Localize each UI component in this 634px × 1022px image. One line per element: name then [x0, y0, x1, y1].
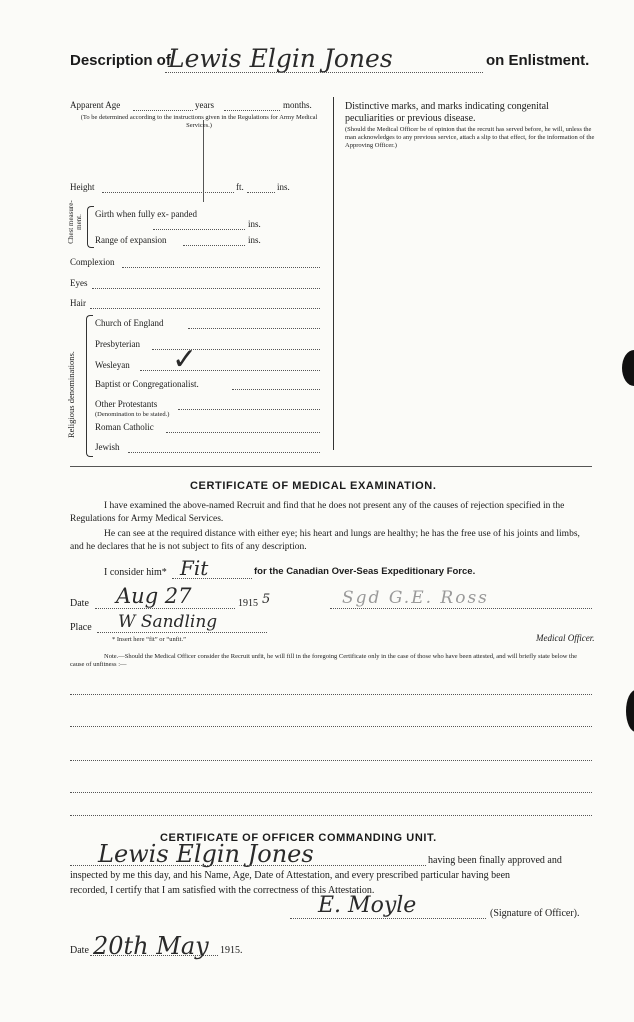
denomination-note: (Denomination to be stated.) [95, 411, 170, 418]
scan-hole-punch-lower [626, 690, 634, 732]
signature-of-officer-label: (Signature of Officer). [490, 908, 580, 919]
chest-bracket [87, 206, 94, 248]
ft-label: ft. [236, 182, 244, 192]
name-dotted-line [165, 72, 483, 73]
religious-denominations-label: Religious denominations. [66, 351, 76, 438]
insert-note: * Insert here “fit” or “unfit.” [112, 636, 186, 643]
medical-paragraph-1: I have examined the above-named Recruit and find that he does not present any of the causes of rejection specified in the Regulations for Army Medical Services. [70, 501, 565, 524]
commanding-text-3: recorded, I certify that I am satisfied with the correctness of this Attestation. [70, 885, 375, 896]
fit-line [172, 578, 252, 579]
roman-catholic-label: Roman Catholic [95, 422, 154, 432]
jewish-label: Jewish [95, 442, 120, 452]
medical-paragraph-2: He can see at the required distance with either eye; his heart and lungs are healthy; he has the free use of his joints and limbs, and he declares that he is not subject to fits of any description. [70, 529, 580, 552]
complexion-label: Complexion [70, 257, 115, 267]
church-of-england-label: Church of England [95, 318, 164, 328]
medical-year-overwrite: 5 [262, 592, 271, 607]
height-ins-line [247, 192, 275, 193]
commanding-text-1: having been finally approved and [428, 855, 562, 866]
church-line [188, 328, 320, 329]
distinctive-marks-note: (Should the Medical Officer be of opinion that the recruit has served before, he will, unless the man acknowledges to any previous service, attach a slip to that effect, for the information of the Approving Officer.) [345, 126, 595, 149]
medical-date-label: Date [70, 598, 89, 609]
roman-catholic-line [166, 432, 320, 433]
apparent-age-label: Apparent Age [70, 100, 121, 110]
range-line [183, 245, 245, 246]
baptist-line [232, 389, 320, 390]
commanding-recruit-name-handwritten: Lewis Elgin Jones [98, 840, 314, 868]
jewish-line [128, 452, 320, 453]
commanding-year: 1915. [220, 945, 243, 956]
medical-date-line [95, 608, 235, 609]
months-label: months. [283, 100, 312, 110]
commanding-date-handwritten: 20th May [93, 932, 209, 960]
eyes-label: Eyes [70, 278, 88, 288]
ins-label: ins. [277, 182, 290, 192]
religion-bracket [86, 315, 93, 457]
medical-date-handwritten: Aug 27 [116, 584, 192, 608]
height-ft-line [102, 192, 234, 193]
girth-line [153, 229, 245, 230]
column-divider [333, 97, 334, 450]
height-label: Height [70, 182, 95, 192]
range-ins-label: ins. [248, 235, 261, 245]
age-years-line [133, 110, 193, 111]
eyes-line [92, 288, 320, 289]
girth-ins-label: ins. [248, 219, 261, 229]
place-handwritten: W Sandling [118, 612, 218, 632]
title-prefix: Description of [70, 52, 171, 69]
officer-signature-line [290, 918, 486, 919]
chest-measurement-label: Chest measure-ment. [67, 200, 83, 244]
complexion-line [122, 267, 320, 268]
fit-value-handwritten: Fit [180, 556, 209, 580]
hair-line [90, 308, 320, 309]
presbyterian-label: Presbyterian [95, 339, 140, 349]
range-label: Range of expansion [95, 235, 167, 245]
distinctive-marks-heading: Distinctive marks, and marks indicating congenital peculiarities or previous disease. [345, 101, 549, 124]
commanding-name-line [70, 865, 426, 866]
medical-officer-signature-stamp: Sgd G.E. Ross [342, 588, 489, 608]
other-protestants-line [178, 409, 320, 410]
other-protestants-label: Other Protestants [95, 399, 158, 409]
wesleyan-line [140, 370, 320, 371]
age-months-line [224, 110, 280, 111]
wesleyan-check-mark: ✓ [172, 342, 198, 377]
years-label: years [195, 100, 214, 110]
medical-officer-label: Medical Officer. [536, 633, 595, 643]
girth-label: Girth when fully ex- panded [95, 209, 197, 219]
title-suffix: on Enlistment. [486, 52, 590, 69]
medical-officer-signature-line [330, 608, 592, 609]
unfitness-line-3 [70, 760, 592, 761]
pen-stroke-mark [203, 120, 204, 202]
medical-certificate-heading: CERTIFICATE OF MEDICAL EXAMINATION. [190, 480, 437, 492]
commanding-text-2: inspected by me this day, and his Name, Age, Date of Attestation, and every prescribed particular having been [70, 870, 511, 881]
place-label: Place [70, 622, 92, 633]
unfitness-line-1 [70, 694, 592, 695]
unfitness-line-5 [70, 815, 592, 816]
medical-note: Note.—Should the Medical Officer consider the Recruit unfit, he will fill in the foregoing Certificate only in the case of those who have been attested, and will briefly state below the cause of unfitness :— [70, 653, 577, 668]
consider-him-label: I consider him* [104, 567, 167, 578]
unfitness-line-4 [70, 792, 592, 793]
wesleyan-label: Wesleyan [95, 360, 130, 370]
commanding-date-line [90, 955, 218, 956]
commanding-date-label: Date [70, 945, 89, 956]
place-line [97, 632, 267, 633]
officer-signature-handwritten: E. Moyle [318, 893, 417, 918]
commanding-certificate-heading: CERTIFICATE OF OFFICER COMMANDING UNIT. [160, 832, 437, 844]
recruit-name-handwritten: Lewis Elgin Jones [168, 44, 393, 73]
consider-him-suffix: for the Canadian Over-Seas Expeditionary Force. [254, 566, 476, 577]
scan-hole-punch [622, 350, 634, 386]
section-separator [70, 466, 592, 467]
age-note: (To be determined according to the instructions given in the Regulations for Army Medical Services.) [80, 114, 318, 129]
unfitness-line-2 [70, 726, 592, 727]
baptist-label: Baptist or Congregationalist. [95, 379, 199, 389]
hair-label: Hair [70, 298, 86, 308]
medical-year: 1915 [238, 598, 258, 609]
